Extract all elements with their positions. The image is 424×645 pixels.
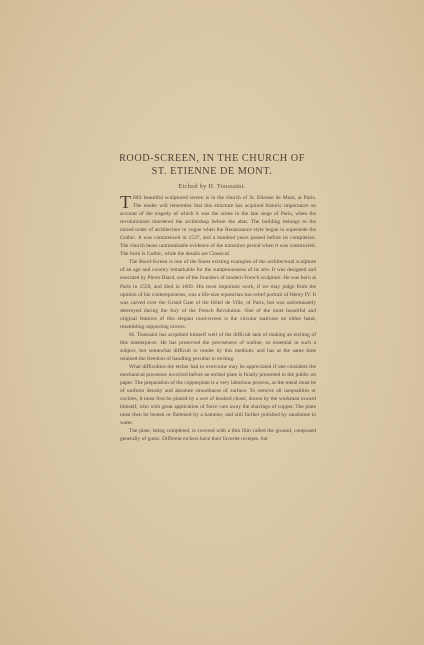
paragraph-5: The plate, being completed, is covered with a thin film called the ground, composed generally of gums. Different etchers have their favorite receipts, but: [120, 428, 316, 443]
byline: Etched by H. Toussaint.: [178, 183, 246, 190]
title-line-2: ST. ETIENNE DE MONT.: [151, 165, 273, 177]
article-title: [60, 153, 364, 178]
paragraph-1: [120, 194, 316, 258]
paragraph-2: The Rood-Screen is one of the finest existing examples of the architectural sculpture of an age and country remarkable for the sumptuousness of its arts. It was designed and executed by Pierre Biard, one of the founders of modern French sculpture. He was born at Paris in 1559, and died in 1609. His most important work, if we may judge from the opinion of his contemporaries, was a life-size equestrian bas-relief portrait of Henry IV. It was carved over the Grand Gate of the Hôtel de Ville, of Paris, but was unfortunately destroyed during the fury of the French Revolution. One of the most beautiful and original features of this elegant rood-screen is the circular staircase on either hand, resembling supporting towers.: [120, 259, 316, 330]
article-body: [120, 194, 316, 443]
title-line-1: ROOD-SCREEN, IN THE CHURCH OF: [119, 153, 305, 164]
paragraph-1-text: HIS beautiful sculptured screen is in the church of St. Etienne de Mont, at Paris. The reader will remember that this structure has acquired historic importance on account of the tragedy of which it was the scene in the late siege of Paris, when the revolutionists murdered the archbishop before the altar. The building belongs to the mixed order of architecture in vogue when the Renaissance style began to supersede the Gothic. It was commenced in 1537, and a hundred years passed before its completion. The church bears unmistakable evidence of the transition period when it was constructed. The form is Gothic, while the details are Classical.: [120, 195, 316, 258]
drop-cap: T: [120, 192, 131, 212]
paragraph-3: M. Toussaint has acquitted himself well of the difficult task of making an etching of this masterpiece. He has preserved the preciseness of outline, so essential in such a subject, but somewhat difficult to render by this medium, and has at the same time retained the freedom of handling peculiar to etching.: [120, 331, 316, 362]
paragraph-4: What difficulties the etcher had to overcome may be appreciated if one considers the mechanical processes involved before an etched plate is finally presented to the public on paper. The preparation of the copperplate is a very laborious process, as the metal must be of uniform density and absolute smoothness of surface. To remove all inequalities or cavities, it must first be planed by a sort of hooked chisel, drawn by the workman toward himself, who with great application of force cuts away the shavings of copper. The plate must then be beaten or flattened by a hammer, and still further polished by sandstone in water.: [120, 363, 316, 427]
